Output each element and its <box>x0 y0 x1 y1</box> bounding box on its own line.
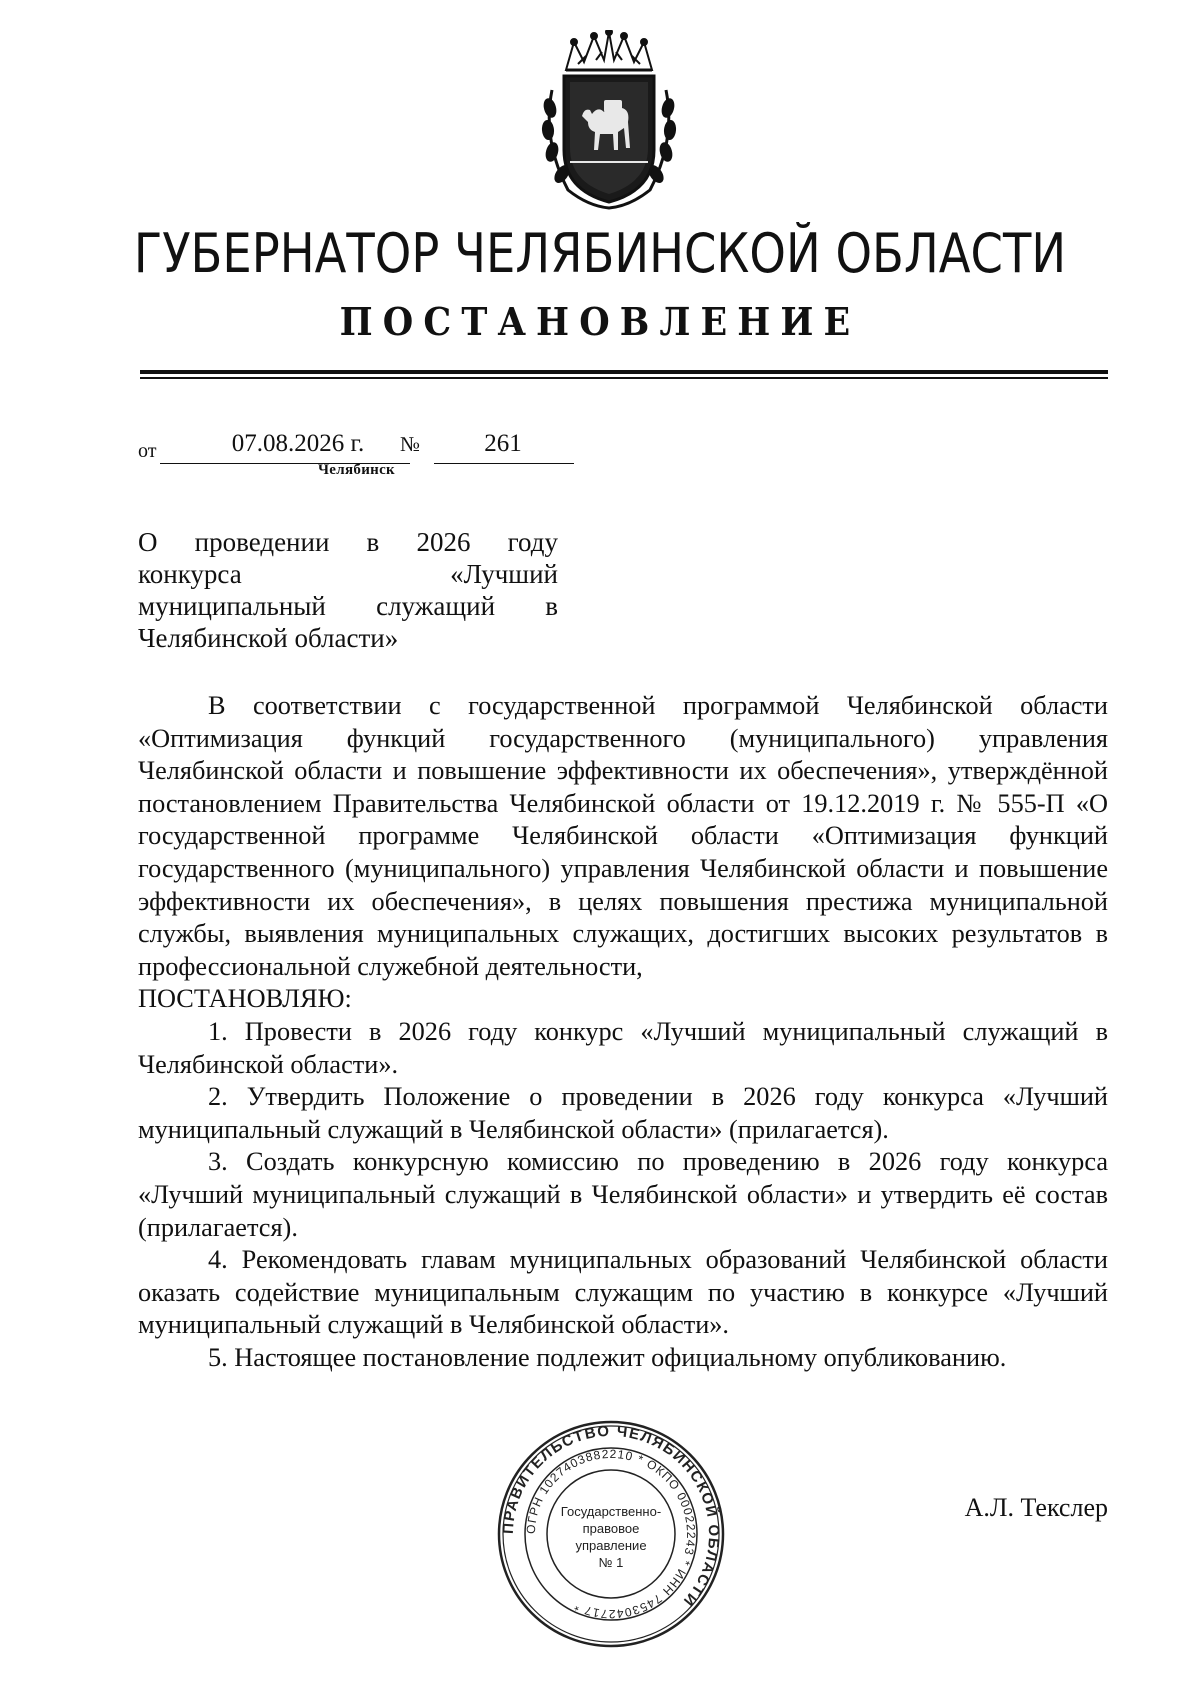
header-rule-thin <box>140 377 1108 379</box>
decree-item: 3. Создать конкурсную комиссию по проведению в 2026 году конкурса «Лучший муниципальный служащий в Челябинской области» и утвердить её состав (прилагается). <box>138 1147 1108 1242</box>
date-prefix: от <box>138 440 157 462</box>
decree-item: 5. Настоящее постановление подлежит официальному опубликованию. <box>208 1342 1007 1372</box>
chelyabinsk-coat-of-arms-icon <box>538 30 680 212</box>
document-date: 07.08.2026 г. <box>231 430 365 457</box>
official-stamp <box>495 1418 727 1650</box>
subject-line: О проведении в 2026 году <box>138 527 558 557</box>
subject-line: муниципальный служащий в <box>138 591 558 621</box>
stamp-center-line: управление <box>575 1538 647 1553</box>
authority-title: ГУБЕРНАТОР ЧЕЛЯБИНСКОЙ ОБЛАСТИ <box>133 222 1067 285</box>
stamp-ring-text: ОГРН 1027403882210 * ОКПО 00022243 * ИНН 7453042717 * <box>523 1446 699 1622</box>
stamp-outer-text: ПРАВИТЕЛЬСТВО ЧЕЛЯБИНСКОЙ ОБЛАСТИ <box>499 1422 723 1611</box>
subject-line: Челябинской области» <box>138 623 399 653</box>
decree-item: 2. Утвердить Положение о проведении в 2026 году конкурса «Лучший муниципальный служащий в Челябинской области» (прилагается). <box>138 1082 1108 1144</box>
subject-line: конкурса «Лучший <box>138 559 558 589</box>
document-type-title: ПОСТАНОВЛЕНИЕ <box>339 299 861 344</box>
document-number: 261 <box>484 430 522 457</box>
number-underline <box>434 463 574 464</box>
number-sign: № <box>400 432 421 456</box>
stamp-center-line: № 1 <box>598 1555 624 1570</box>
signatory-name: А.Л. Текслер <box>964 1493 1108 1522</box>
preamble-paragraph: В соответствии с государственной программой Челябинской области «Оптимизация функций государственного (муниципального) управления Челябинской области и повышение эффективности их обеспечения», утверждённой постановлением Правительства Челябинской области от 19.12.2019 г. № 555-П «О государственной программе Челябинской области «Оптимизация функций государственного (муниципального) управления Челябинской области и повышение эффективности их обеспечения», в целях повышения престижа муниципальной службы, выявления муниципальных служащих, достигших высоких результатов в профессиональной служебной деятельности, <box>138 691 1108 981</box>
decree-word: ПОСТАНОВЛЯЮ: <box>138 984 352 1014</box>
issue-city: Челябинск <box>318 462 395 478</box>
subject-block <box>138 526 558 654</box>
decree-item: 4. Рекомендовать главам муниципальных образований Челябинской области оказать содействие муниципальным служащим по участию в конкурсе «Лучший муниципальный служащий в Челябинской области». <box>138 1245 1108 1340</box>
header-rule-thick <box>140 370 1108 374</box>
stamp-center-line: правовое <box>582 1521 640 1536</box>
document-body <box>138 690 1108 1374</box>
stamp-center-line: Государственно- <box>560 1504 662 1519</box>
decree-item: 1. Провести в 2026 году конкурс «Лучший муниципальный служащий в Челябинской области». <box>138 1016 1108 1079</box>
